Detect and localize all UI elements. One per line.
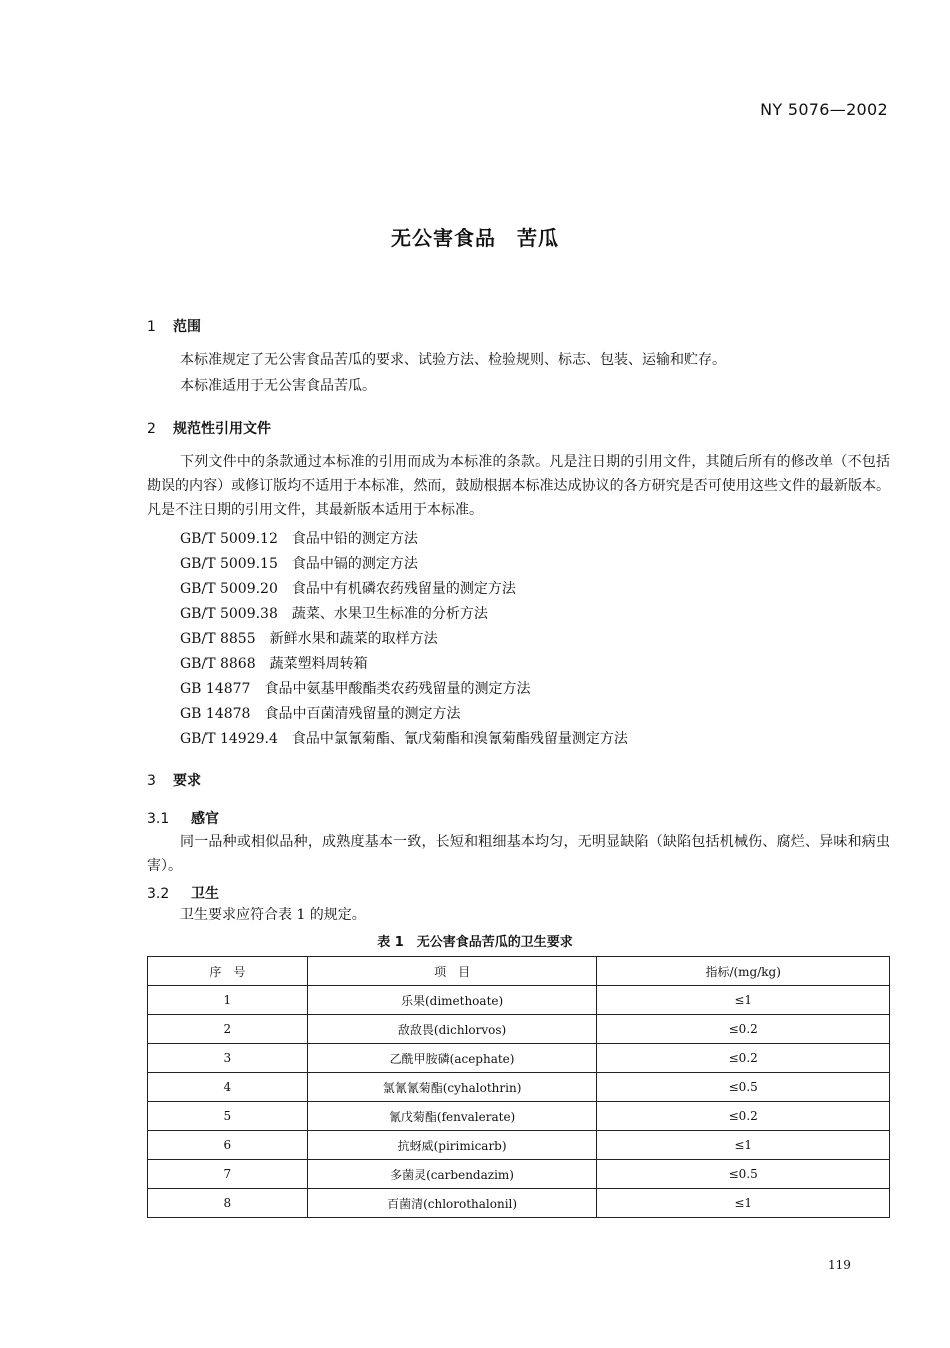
table-row	[148, 1102, 890, 1131]
cell-seq: 5	[148, 1102, 308, 1131]
section-3-1-para: 同一品种或相似品种，成熟度基本一致，长短和粗细基本均匀，无明显缺陷（缺陷包括机械伤、腐烂、异味和病虫害）。	[147, 834, 890, 874]
cell-item: 多菌灵(carbendazim)	[307, 1160, 597, 1189]
reference-item: GB/T 5009.38 蔬菜、水果卫生标准的分析方法	[180, 606, 488, 622]
cell-limit: ≤0.5	[597, 1160, 890, 1189]
cell-item: 氯氰氰菊酯(cyhalothrin)	[307, 1073, 597, 1102]
header-limit: 指标/(mg/kg)	[597, 957, 890, 986]
cell-item: 乐果(dimethoate)	[307, 986, 597, 1015]
table-row	[148, 1073, 890, 1102]
cell-item: 抗蚜威(pirimicarb)	[307, 1131, 597, 1160]
table-caption: 表 1 无公害食品苦瓜的卫生要求	[377, 935, 573, 950]
cell-item: 百菌清(chlorothalonil)	[307, 1189, 597, 1218]
reference-item: GB 14878 食品中百菌清残留量的测定方法	[180, 706, 461, 722]
table-row	[148, 986, 890, 1015]
section-3-1-heading: 3.1 感官	[147, 811, 219, 827]
table-row	[148, 1131, 890, 1160]
table-row	[148, 1015, 890, 1044]
reference-item: GB/T 8855 新鲜水果和蔬菜的取样方法	[180, 631, 438, 647]
cell-limit: ≤1	[597, 1189, 890, 1218]
section-2-intro: 下列文件中的条款通过本标准的引用而成为本标准的条款。凡是注日期的引用文件，其随后所有的修改单（不包括勘误的内容）或修订版均不适用于本标准，然而，鼓励根据本标准达成协议的各方研究是否可使用这些文件的最新版本。凡是不注日期的引用文件，其最新版本适用于本标准。	[147, 454, 890, 518]
cell-limit: ≤0.2	[597, 1044, 890, 1073]
section-3-heading: 3 要求	[147, 773, 201, 789]
reference-item: GB/T 14929.4 食品中氯氰菊酯、氰戊菊酯和溴氰菊酯残留量测定方法	[180, 731, 628, 747]
table-row	[148, 1044, 890, 1073]
cell-limit: ≤0.2	[597, 1015, 890, 1044]
cell-item: 乙酰甲胺磷(acephate)	[307, 1044, 597, 1073]
hygiene-requirements-table	[147, 956, 890, 1218]
cell-seq: 8	[148, 1189, 308, 1218]
cell-limit: ≤1	[597, 986, 890, 1015]
cell-limit: ≤0.5	[597, 1073, 890, 1102]
cell-limit: ≤0.2	[597, 1102, 890, 1131]
standard-code: NY 5076—2002	[760, 100, 888, 119]
cell-seq: 1	[148, 986, 308, 1015]
section-3-2-para: 卫生要求应符合表 1 的规定。	[180, 907, 366, 923]
cell-limit: ≤1	[597, 1131, 890, 1160]
document-title: 无公害食品 苦瓜	[391, 226, 559, 250]
cell-seq: 3	[148, 1044, 308, 1073]
cell-seq: 2	[148, 1015, 308, 1044]
cell-item: 氰戊菊酯(fenvalerate)	[307, 1102, 597, 1131]
cell-seq: 4	[148, 1073, 308, 1102]
reference-item: GB/T 5009.15 食品中镉的测定方法	[180, 556, 418, 572]
section-2-heading: 2 规范性引用文件	[147, 421, 271, 437]
table-row	[148, 1160, 890, 1189]
section-1-para-2: 本标准适用于无公害食品苦瓜。	[180, 378, 376, 394]
table-row	[148, 1189, 890, 1218]
cell-seq: 7	[148, 1160, 308, 1189]
reference-item: GB 14877 食品中氨基甲酸酯类农药残留量的测定方法	[180, 681, 531, 697]
reference-item: GB/T 5009.20 食品中有机磷农药残留量的测定方法	[180, 581, 516, 597]
table-header-row	[148, 957, 890, 986]
reference-item: GB/T 5009.12 食品中铅的测定方法	[180, 531, 418, 547]
reference-item: GB/T 8868 蔬菜塑料周转箱	[180, 656, 368, 672]
section-1-para-1: 本标准规定了无公害食品苦瓜的要求、试验方法、检验规则、标志、包装、运输和贮存。	[180, 352, 726, 368]
header-seq: 序 号	[148, 957, 308, 986]
page-number: 119	[828, 1258, 851, 1272]
cell-seq: 6	[148, 1131, 308, 1160]
header-item: 项 目	[307, 957, 597, 986]
section-1-heading: 1 范围	[147, 319, 201, 335]
cell-item: 敌敌畏(dichlorvos)	[307, 1015, 597, 1044]
section-3-2-heading: 3.2 卫生	[147, 886, 219, 902]
